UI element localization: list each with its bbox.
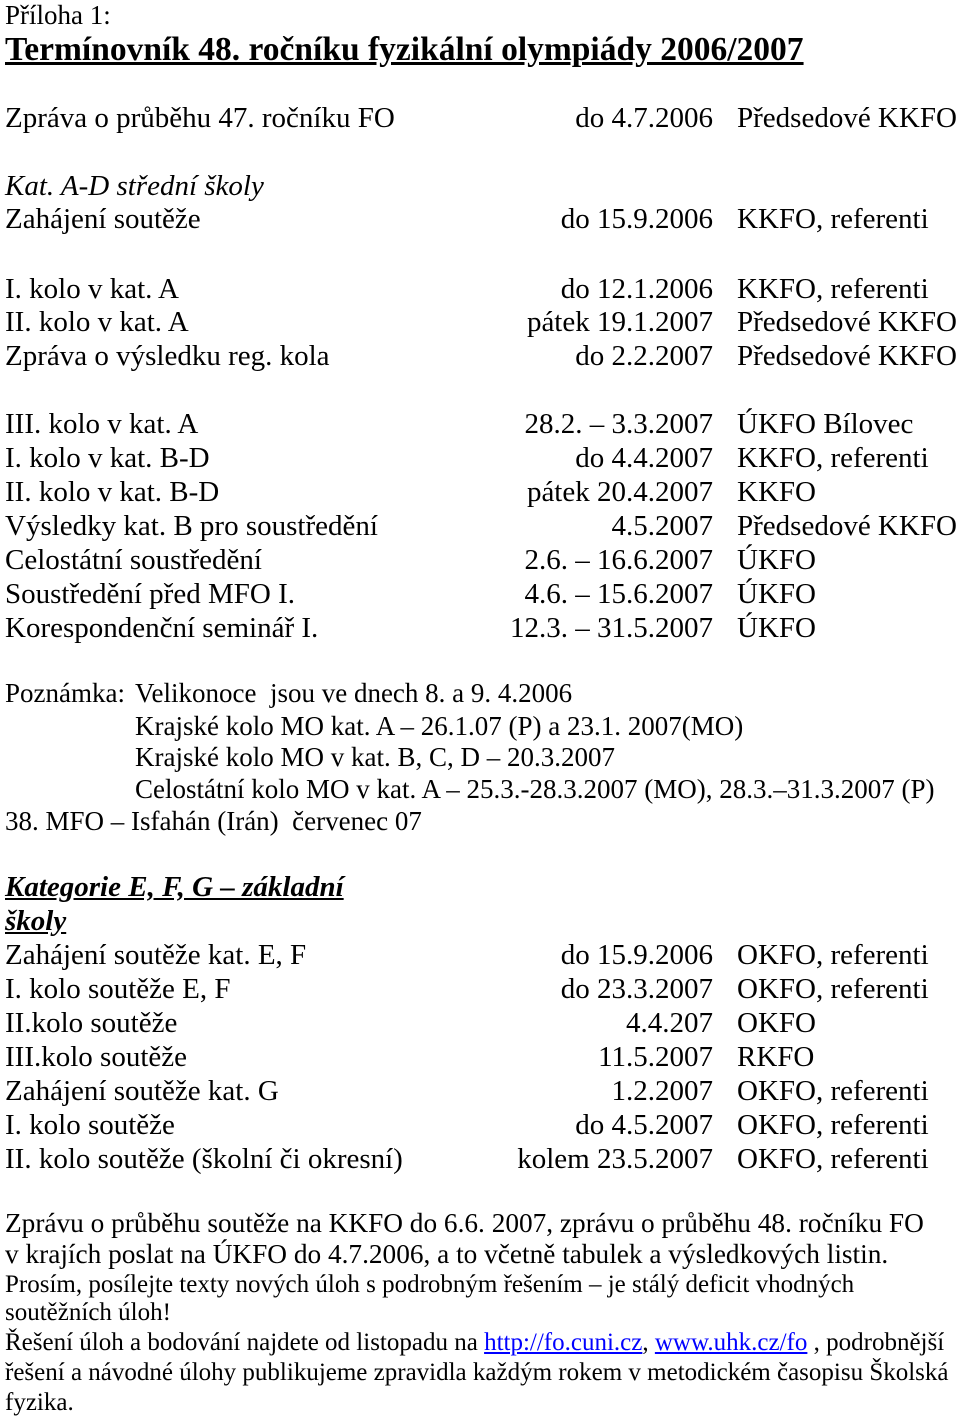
row-date: do 4.7.2006 (575, 102, 713, 134)
row-responsible: Předsedové KKFO (737, 340, 957, 372)
row-date: 1.2.2007 (611, 1075, 713, 1107)
row-event: Zpráva o výsledku reg. kola (5, 340, 330, 372)
row-date: 12.3. – 31.5.2007 (510, 612, 713, 644)
row-event: II. kolo v kat. B-D (5, 476, 220, 508)
row-responsible: ÚKFO (737, 544, 816, 576)
row-responsible: KKFO, referenti (737, 442, 929, 474)
row-responsible: OKFO, referenti (737, 1143, 929, 1175)
row-responsible: Předsedové KKFO (737, 306, 957, 338)
solutions-line: řešení a návodné úlohy publikujeme zpravidla každým rokem v metodickém časopisu Školská (5, 1359, 949, 1386)
row-date: do 4.5.2007 (575, 1109, 713, 1141)
schedule-row (0, 1006, 960, 1040)
row-date: pátek 20.4.2007 (526, 476, 713, 508)
schedule-row (0, 1040, 960, 1074)
schedule-row (0, 407, 960, 441)
uhk-link[interactable]: www.uhk.cz/fo (654, 1329, 808, 1356)
row-date: 2.6. – 16.6.2007 (524, 544, 713, 576)
request-line: Prosím, posílejte texty nových úloh s podrobným řešením – je stálý deficit vhodných (5, 1271, 855, 1298)
row-responsible: Předsedové KKFO (737, 510, 957, 542)
solutions-text: Řešení úloh a bodování najdete od listopadu na (5, 1329, 485, 1356)
note-line: Krajské kolo MO kat. A – 26.1.07 (P) a 23.1. 2007(MO) (135, 711, 744, 741)
schedule-row (0, 101, 960, 135)
row-responsible: KKFO, referenti (737, 203, 929, 235)
schedule-row (0, 202, 960, 236)
row-responsible: KKFO, referenti (737, 273, 929, 305)
row-date: do 12.1.2006 (560, 273, 713, 305)
row-event: I. kolo v kat. A (5, 273, 179, 305)
schedule-row (0, 972, 960, 1006)
row-date: 4.5.2007 (611, 510, 713, 542)
row-date: 4.6. – 15.6.2007 (524, 578, 713, 610)
row-event: III.kolo soutěže (5, 1041, 187, 1073)
section-heading-a-d: Kat. A-D střední školy (5, 170, 264, 202)
row-event: I. kolo soutěže E, F (5, 973, 231, 1005)
row-date: 28.2. – 3.3.2007 (524, 408, 713, 440)
row-responsible: Předsedové KKFO (737, 102, 957, 134)
solutions-line: fyzika. (5, 1389, 74, 1416)
row-event: II. kolo v kat. A (5, 306, 189, 338)
row-responsible: OKFO, referenti (737, 1075, 929, 1107)
report-instructions-line: Zprávu o průběhu soutěže na KKFO do 6.6. 2007, zprávu o průběhu 48. ročníku FO (5, 1208, 924, 1238)
schedule-row (0, 272, 960, 306)
schedule-row (0, 509, 960, 543)
row-event: II.kolo soutěže (5, 1007, 178, 1039)
row-event: Celostátní soustředění (5, 544, 262, 576)
solutions-text-after: , podrobnější (807, 1329, 945, 1356)
row-event: III. kolo v kat. A (5, 408, 199, 440)
row-event: I. kolo soutěže (5, 1109, 175, 1141)
row-event: Korespondenční seminář I. (5, 612, 319, 644)
page-title: Termínovník 48. ročníku fyzikální olympiády 2006/2007 (5, 31, 804, 68)
request-line: soutěžních úloh! (5, 1299, 171, 1326)
note-line: Celostátní kolo MO v kat. A – 25.3.-28.3.2007 (MO), 28.3.–31.3.2007 (P) (135, 774, 935, 804)
link-separator: , (642, 1329, 655, 1356)
row-event: Zahájení soutěže kat. E, F (5, 939, 307, 971)
row-date: kolem 23.5.2007 (517, 1143, 713, 1175)
fo-cuni-link[interactable]: http://fo.cuni.cz (484, 1329, 643, 1356)
schedule-row (0, 305, 960, 339)
schedule-row (0, 1074, 960, 1108)
mfo-note: 38. MFO – Isfahán (Irán) červenec 07 (5, 806, 422, 836)
row-responsible: OKFO, referenti (737, 1109, 929, 1141)
row-date: do 4.4.2007 (575, 442, 713, 474)
row-event: I. kolo v kat. B-D (5, 442, 210, 474)
schedule-row (0, 441, 960, 475)
row-date: do 15.9.2006 (560, 939, 713, 971)
schedule-row (0, 1142, 960, 1176)
note-label: Poznámka: (5, 678, 125, 708)
row-responsible: OKFO, referenti (737, 973, 929, 1005)
row-responsible: ÚKFO Bílovec (737, 408, 914, 440)
row-responsible: ÚKFO (737, 612, 816, 644)
row-responsible: ÚKFO (737, 578, 816, 610)
schedule-row (0, 1108, 960, 1142)
section-heading-e-f-g-cont: školy (5, 905, 67, 937)
attachment-label: Příloha 1: (5, 0, 111, 30)
row-event: Zahájení soutěže kat. G (5, 1075, 279, 1107)
report-instructions-line: v krajích poslat na ÚKFO do 4.7.2006, a to včetně tabulek a výsledkových listin. (5, 1239, 889, 1269)
row-responsible: KKFO (737, 476, 816, 508)
schedule-row (0, 475, 960, 509)
row-date: do 23.3.2007 (560, 973, 713, 1005)
row-date: 11.5.2007 (598, 1041, 713, 1073)
row-event: Soustředění před MFO I. (5, 578, 295, 610)
schedule-row (0, 938, 960, 972)
row-responsible: OKFO (737, 1007, 816, 1039)
row-responsible: RKFO (737, 1041, 815, 1073)
note-line: Velikonoce jsou ve dnech 8. a 9. 4.2006 (135, 678, 573, 708)
row-event: Zpráva o průběhu 47. ročníku FO (5, 102, 395, 134)
schedule-row (0, 611, 960, 645)
row-event: Zahájení soutěže (5, 203, 201, 235)
row-responsible: OKFO, referenti (737, 939, 929, 971)
schedule-row (0, 577, 960, 611)
note-line: Krajské kolo MO v kat. B, C, D – 20.3.2007 (135, 742, 615, 772)
section-heading-e-f-g: Kategorie E, F, G – základní (5, 871, 344, 903)
schedule-row (0, 339, 960, 373)
schedule-row (0, 543, 960, 577)
row-date: do 15.9.2006 (560, 203, 713, 235)
row-date: 4.4.207 (626, 1007, 713, 1039)
row-date: pátek 19.1.2007 (526, 306, 713, 338)
solutions-line (5, 1329, 944, 1357)
row-date: do 2.2.2007 (575, 340, 713, 372)
row-event: Výsledky kat. B pro soustředění (5, 510, 378, 542)
row-event: II. kolo soutěže (školní či okresní) (5, 1143, 403, 1175)
